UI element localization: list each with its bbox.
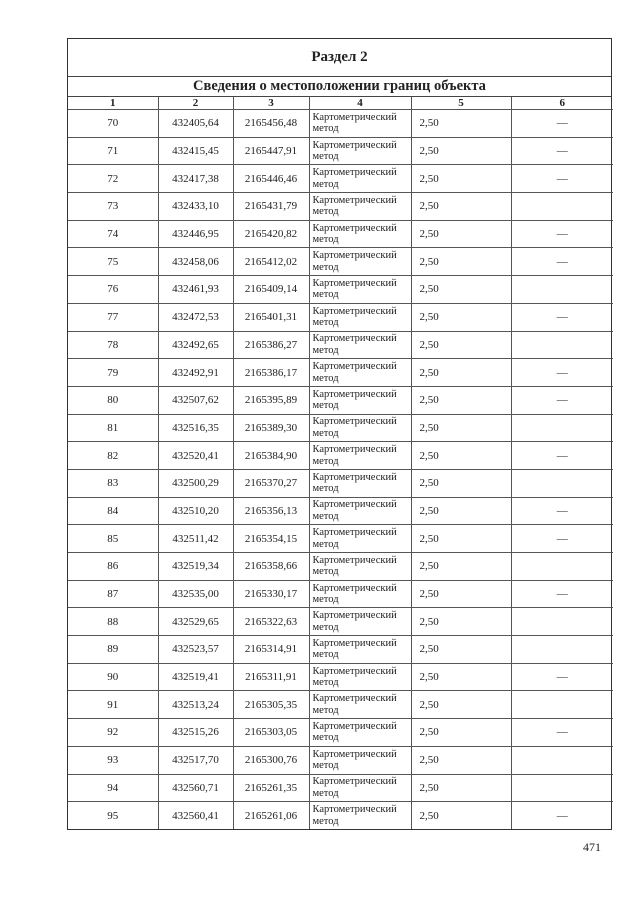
accuracy-cell: 2,50 <box>411 691 511 719</box>
description-cell <box>511 608 613 636</box>
method-cell: Картометрический метод <box>309 386 411 414</box>
table-row <box>68 137 613 165</box>
dash-mark: — <box>556 671 568 684</box>
table-row <box>68 802 613 830</box>
description-cell <box>511 553 613 581</box>
description-cell <box>511 193 613 221</box>
method-cell: Картометрический метод <box>309 220 411 248</box>
y-coordinate-cell: 2165395,89 <box>233 386 309 414</box>
description-cell <box>511 414 613 442</box>
point-number-cell: 70 <box>68 110 158 138</box>
point-number-cell: 88 <box>68 608 158 636</box>
x-coordinate-cell: 432515,26 <box>158 719 233 747</box>
x-coordinate-cell: 432446,95 <box>158 220 233 248</box>
method-cell: Картометрический метод <box>309 359 411 387</box>
dash-mark: — <box>556 172 568 185</box>
dash-mark: — <box>556 255 568 268</box>
point-number-cell: 74 <box>68 220 158 248</box>
description-cell <box>511 331 613 359</box>
accuracy-cell: 2,50 <box>411 414 511 442</box>
point-number-cell: 76 <box>68 276 158 304</box>
description-cell <box>511 303 613 331</box>
x-coordinate-cell: 432458,06 <box>158 248 233 276</box>
x-coordinate-cell: 432507,62 <box>158 386 233 414</box>
x-coordinate-cell: 432472,53 <box>158 303 233 331</box>
y-coordinate-cell: 2165314,91 <box>233 636 309 664</box>
accuracy-cell: 2,50 <box>411 469 511 497</box>
x-coordinate-cell: 432535,00 <box>158 580 233 608</box>
point-number-cell: 95 <box>68 802 158 830</box>
point-number-cell: 89 <box>68 636 158 664</box>
method-cell: Картометрический метод <box>309 691 411 719</box>
y-coordinate-cell: 2165389,30 <box>233 414 309 442</box>
point-number-cell: 90 <box>68 663 158 691</box>
y-coordinate-cell: 2165384,90 <box>233 442 309 470</box>
table-subtitle: Сведения о местоположении границ объекта <box>68 77 611 97</box>
point-number-cell: 72 <box>68 165 158 193</box>
accuracy-cell: 2,50 <box>411 110 511 138</box>
description-cell <box>511 137 613 165</box>
accuracy-cell: 2,50 <box>411 746 511 774</box>
table-row <box>68 386 613 414</box>
x-coordinate-cell: 432523,57 <box>158 636 233 664</box>
description-cell <box>511 248 613 276</box>
point-number-cell: 85 <box>68 525 158 553</box>
y-coordinate-cell: 2165356,13 <box>233 497 309 525</box>
table-row <box>68 636 613 664</box>
x-coordinate-cell: 432519,41 <box>158 663 233 691</box>
y-coordinate-cell: 2165261,35 <box>233 774 309 802</box>
method-cell: Картометрический метод <box>309 193 411 221</box>
method-cell: Картометрический метод <box>309 303 411 331</box>
accuracy-cell: 2,50 <box>411 248 511 276</box>
y-coordinate-cell: 2165300,76 <box>233 746 309 774</box>
table-row <box>68 746 613 774</box>
dash-mark: — <box>556 449 568 462</box>
x-coordinate-cell: 432520,41 <box>158 442 233 470</box>
x-coordinate-cell: 432511,42 <box>158 525 233 553</box>
point-number-cell: 83 <box>68 469 158 497</box>
table-row <box>68 248 613 276</box>
method-cell: Картометрический метод <box>309 110 411 138</box>
x-coordinate-cell: 432500,29 <box>158 469 233 497</box>
method-cell: Картометрический метод <box>309 165 411 193</box>
column-header-5: 5 <box>411 97 511 110</box>
column-header-3: 3 <box>233 97 309 110</box>
point-number-cell: 94 <box>68 774 158 802</box>
table-row <box>68 442 613 470</box>
table-row <box>68 193 613 221</box>
method-cell: Картометрический метод <box>309 580 411 608</box>
method-cell: Картометрический метод <box>309 802 411 830</box>
table-row <box>68 774 613 802</box>
table-row <box>68 663 613 691</box>
dash-mark: — <box>556 394 568 407</box>
description-cell <box>511 636 613 664</box>
point-number-cell: 91 <box>68 691 158 719</box>
method-cell: Картометрический метод <box>309 719 411 747</box>
y-coordinate-cell: 2165305,35 <box>233 691 309 719</box>
point-number-cell: 73 <box>68 193 158 221</box>
x-coordinate-cell: 432513,24 <box>158 691 233 719</box>
point-number-cell: 71 <box>68 137 158 165</box>
table-row <box>68 220 613 248</box>
table-row <box>68 165 613 193</box>
accuracy-cell: 2,50 <box>411 137 511 165</box>
description-cell <box>511 497 613 525</box>
method-cell: Картометрический метод <box>309 525 411 553</box>
table-row <box>68 691 613 719</box>
table-row <box>68 276 613 304</box>
method-cell: Картометрический метод <box>309 497 411 525</box>
description-cell <box>511 442 613 470</box>
description-cell <box>511 663 613 691</box>
dash-mark: — <box>556 504 568 517</box>
x-coordinate-cell: 432492,65 <box>158 331 233 359</box>
accuracy-cell: 2,50 <box>411 165 511 193</box>
dash-mark: — <box>556 726 568 739</box>
dash-mark: — <box>556 145 568 158</box>
column-header-4: 4 <box>309 97 411 110</box>
table-row <box>68 497 613 525</box>
y-coordinate-cell: 2165409,14 <box>233 276 309 304</box>
accuracy-cell: 2,50 <box>411 525 511 553</box>
accuracy-cell: 2,50 <box>411 774 511 802</box>
point-number-cell: 78 <box>68 331 158 359</box>
method-cell: Картометрический метод <box>309 248 411 276</box>
x-coordinate-cell: 432492,91 <box>158 359 233 387</box>
accuracy-cell: 2,50 <box>411 580 511 608</box>
method-cell: Картометрический метод <box>309 553 411 581</box>
accuracy-cell: 2,50 <box>411 608 511 636</box>
dash-mark: — <box>556 366 568 379</box>
accuracy-cell: 2,50 <box>411 719 511 747</box>
accuracy-cell: 2,50 <box>411 553 511 581</box>
description-cell <box>511 802 613 830</box>
accuracy-cell: 2,50 <box>411 497 511 525</box>
x-coordinate-cell: 432510,20 <box>158 497 233 525</box>
point-number-cell: 79 <box>68 359 158 387</box>
x-coordinate-cell: 432461,93 <box>158 276 233 304</box>
method-cell: Картометрический метод <box>309 663 411 691</box>
description-cell <box>511 580 613 608</box>
description-cell <box>511 110 613 138</box>
description-cell <box>511 165 613 193</box>
y-coordinate-cell: 2165431,79 <box>233 193 309 221</box>
accuracy-cell: 2,50 <box>411 636 511 664</box>
y-coordinate-cell: 2165456,48 <box>233 110 309 138</box>
x-coordinate-cell: 432517,70 <box>158 746 233 774</box>
y-coordinate-cell: 2165330,17 <box>233 580 309 608</box>
table-row <box>68 719 613 747</box>
y-coordinate-cell: 2165311,91 <box>233 663 309 691</box>
y-coordinate-cell: 2165412,02 <box>233 248 309 276</box>
y-coordinate-cell: 2165322,63 <box>233 608 309 636</box>
method-cell: Картометрический метод <box>309 414 411 442</box>
table-row <box>68 414 613 442</box>
x-coordinate-cell: 432516,35 <box>158 414 233 442</box>
table-row <box>68 110 613 138</box>
point-number-cell: 82 <box>68 442 158 470</box>
accuracy-cell: 2,50 <box>411 442 511 470</box>
x-coordinate-cell: 432560,71 <box>158 774 233 802</box>
method-cell: Картометрический метод <box>309 774 411 802</box>
y-coordinate-cell: 2165420,82 <box>233 220 309 248</box>
accuracy-cell: 2,50 <box>411 276 511 304</box>
dash-mark: — <box>556 532 568 545</box>
x-coordinate-cell: 432560,41 <box>158 802 233 830</box>
dash-mark: — <box>556 311 568 324</box>
point-number-cell: 81 <box>68 414 158 442</box>
description-cell <box>511 220 613 248</box>
table-row <box>68 303 613 331</box>
table-body <box>68 110 613 830</box>
method-cell: Картометрический метод <box>309 331 411 359</box>
x-coordinate-cell: 432529,65 <box>158 608 233 636</box>
point-number-cell: 84 <box>68 497 158 525</box>
point-number-cell: 87 <box>68 580 158 608</box>
x-coordinate-cell: 432433,10 <box>158 193 233 221</box>
method-cell: Картометрический метод <box>309 469 411 497</box>
method-cell: Картометрический метод <box>309 636 411 664</box>
table-row <box>68 608 613 636</box>
x-coordinate-cell: 432405,64 <box>158 110 233 138</box>
table-row <box>68 525 613 553</box>
accuracy-cell: 2,50 <box>411 193 511 221</box>
description-cell <box>511 691 613 719</box>
boundary-table-sheet <box>67 38 612 830</box>
description-cell <box>511 469 613 497</box>
point-number-cell: 86 <box>68 553 158 581</box>
dash-mark: — <box>556 809 568 822</box>
y-coordinate-cell: 2165386,27 <box>233 331 309 359</box>
description-cell <box>511 386 613 414</box>
dash-mark: — <box>556 228 568 241</box>
description-cell <box>511 719 613 747</box>
point-number-cell: 80 <box>68 386 158 414</box>
y-coordinate-cell: 2165370,27 <box>233 469 309 497</box>
accuracy-cell: 2,50 <box>411 802 511 830</box>
table-row <box>68 580 613 608</box>
point-number-cell: 93 <box>68 746 158 774</box>
y-coordinate-cell: 2165447,91 <box>233 137 309 165</box>
section-title: Раздел 2 <box>68 39 611 77</box>
description-cell <box>511 276 613 304</box>
method-cell: Картометрический метод <box>309 276 411 304</box>
accuracy-cell: 2,50 <box>411 331 511 359</box>
description-cell <box>511 525 613 553</box>
y-coordinate-cell: 2165303,05 <box>233 719 309 747</box>
accuracy-cell: 2,50 <box>411 663 511 691</box>
dash-mark: — <box>556 117 568 130</box>
accuracy-cell: 2,50 <box>411 359 511 387</box>
table-row <box>68 331 613 359</box>
y-coordinate-cell: 2165401,31 <box>233 303 309 331</box>
accuracy-cell: 2,50 <box>411 220 511 248</box>
column-header-2: 2 <box>158 97 233 110</box>
description-cell <box>511 746 613 774</box>
description-cell <box>511 359 613 387</box>
column-header-6: 6 <box>511 97 613 110</box>
x-coordinate-cell: 432417,38 <box>158 165 233 193</box>
y-coordinate-cell: 2165446,46 <box>233 165 309 193</box>
x-coordinate-cell: 432519,34 <box>158 553 233 581</box>
page-number: 471 <box>583 840 601 854</box>
table-row <box>68 553 613 581</box>
y-coordinate-cell: 2165358,66 <box>233 553 309 581</box>
column-number-row <box>68 97 613 110</box>
accuracy-cell: 2,50 <box>411 303 511 331</box>
point-number-cell: 92 <box>68 719 158 747</box>
point-number-cell: 77 <box>68 303 158 331</box>
method-cell: Картометрический метод <box>309 608 411 636</box>
table-row <box>68 469 613 497</box>
dash-mark: — <box>556 588 568 601</box>
method-cell: Картометрический метод <box>309 442 411 470</box>
y-coordinate-cell: 2165386,17 <box>233 359 309 387</box>
column-header-1: 1 <box>68 97 158 110</box>
method-cell: Картометрический метод <box>309 137 411 165</box>
y-coordinate-cell: 2165261,06 <box>233 802 309 830</box>
x-coordinate-cell: 432415,45 <box>158 137 233 165</box>
table-row <box>68 359 613 387</box>
coordinates-table <box>68 97 613 829</box>
point-number-cell: 75 <box>68 248 158 276</box>
description-cell <box>511 774 613 802</box>
y-coordinate-cell: 2165354,15 <box>233 525 309 553</box>
accuracy-cell: 2,50 <box>411 386 511 414</box>
method-cell: Картометрический метод <box>309 746 411 774</box>
